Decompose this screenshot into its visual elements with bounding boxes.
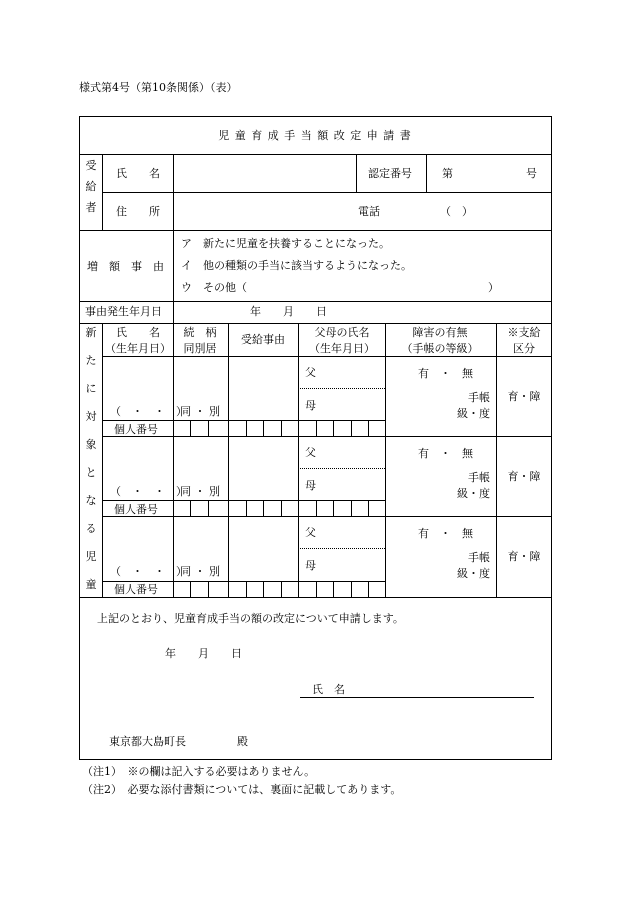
col-name: 氏 名	[116, 326, 160, 339]
col-category: ※支給	[507, 326, 541, 339]
new-children-label: 新 た に 対 象 と な る 児 童	[85, 326, 97, 591]
child3-grade: 級・度	[457, 567, 490, 580]
child3-id-label: 個人番号	[114, 583, 158, 596]
occurrence-label: 事由発生年月日	[85, 305, 162, 318]
col-name-sub: （生年月日）	[105, 342, 171, 355]
name-label: 氏 名	[116, 167, 160, 180]
reason-other-close: ）	[488, 281, 499, 294]
child1-cohabit: 同 ・ 別	[180, 405, 220, 418]
child2-mother: 母	[305, 479, 316, 492]
col-parents: 父母の氏名	[314, 326, 370, 339]
reason-option-b: イ 他の種類の手当に該当するようになった。	[181, 259, 412, 272]
col-parents-sub: （生年月日）	[309, 342, 375, 355]
form-number: 様式第4号（第10条関係）（表）	[79, 81, 238, 94]
table-border-bottom	[79, 759, 552, 760]
child3-birthdate: （ ・ ・ ）	[110, 565, 187, 578]
child2-grade: 級・度	[457, 487, 490, 500]
child1-category: 育・障	[507, 390, 541, 403]
child2-category: 育・障	[507, 470, 541, 483]
phone-parens: （ ）	[440, 205, 473, 218]
reason-label: 増 額 事 由	[87, 260, 164, 273]
cert-number-label: 認定番号	[368, 167, 412, 180]
child2-birthdate: （ ・ ・ ）	[110, 485, 187, 498]
child2-cohabit: 同 ・ 別	[180, 485, 220, 498]
declaration-text: 上記のとおり、児童育成手当の額の改定について申請します。	[97, 612, 404, 625]
child1-father: 父	[305, 366, 316, 379]
child1-mother: 母	[305, 399, 316, 412]
child3-mother: 母	[305, 559, 316, 572]
col-relation-sub: 同別居	[183, 342, 217, 355]
applicant-name-line	[300, 697, 534, 698]
table-border-left	[79, 116, 80, 760]
child1-grade: 級・度	[457, 407, 490, 420]
addressee: 東京都大島町長	[109, 735, 186, 748]
cert-number-prefix: 第	[442, 167, 453, 180]
phone-label: 電話	[358, 205, 380, 218]
child3-handbook: 手帳	[468, 551, 490, 564]
col-disability-sub: （手帳の等級）	[401, 342, 479, 355]
child1-id-label: 個人番号	[114, 423, 158, 436]
address-label: 住 所	[116, 205, 160, 218]
table-border-top	[79, 116, 552, 117]
col-reason: 受給事由	[241, 333, 285, 346]
child2-disability: 有 ・ 無	[418, 447, 473, 460]
child3-category: 育・障	[507, 550, 541, 563]
honorific: 殿	[237, 735, 248, 748]
child1-disability: 有 ・ 無	[418, 367, 473, 380]
table-border-right	[551, 116, 552, 760]
occurrence-date: 年 月 日	[250, 305, 327, 318]
child3-cohabit: 同 ・ 別	[180, 565, 220, 578]
applicant-name-label: 氏 名	[312, 683, 345, 696]
form-title: 児 童 育 成 手 当 額 改 定 申 請 書	[218, 129, 412, 142]
cert-number-suffix: 号	[526, 167, 537, 180]
col-disability: 障害の有無	[412, 326, 468, 339]
child1-birthdate: （ ・ ・ ）	[110, 405, 187, 418]
note-2: （注2） 必要な添付書類については、裏面に記載してあります。	[82, 783, 402, 796]
recipient-label: 受 給 者	[85, 159, 97, 214]
child1-handbook: 手帳	[468, 391, 490, 404]
reason-option-a: ア 新たに児童を扶養することになった。	[181, 237, 390, 250]
note-1: （注1） ※の欄は記入する必要はありません。	[82, 765, 316, 778]
reason-option-c: ウ その他（	[181, 281, 247, 294]
child2-father: 父	[305, 446, 316, 459]
declaration-date: 年 月 日	[165, 647, 242, 660]
child2-handbook: 手帳	[468, 471, 490, 484]
child2-id-label: 個人番号	[114, 503, 158, 516]
col-relation: 続 柄	[183, 326, 217, 339]
child3-disability: 有 ・ 無	[418, 527, 473, 540]
child3-father: 父	[305, 526, 316, 539]
col-category-sub: 区分	[513, 342, 535, 355]
